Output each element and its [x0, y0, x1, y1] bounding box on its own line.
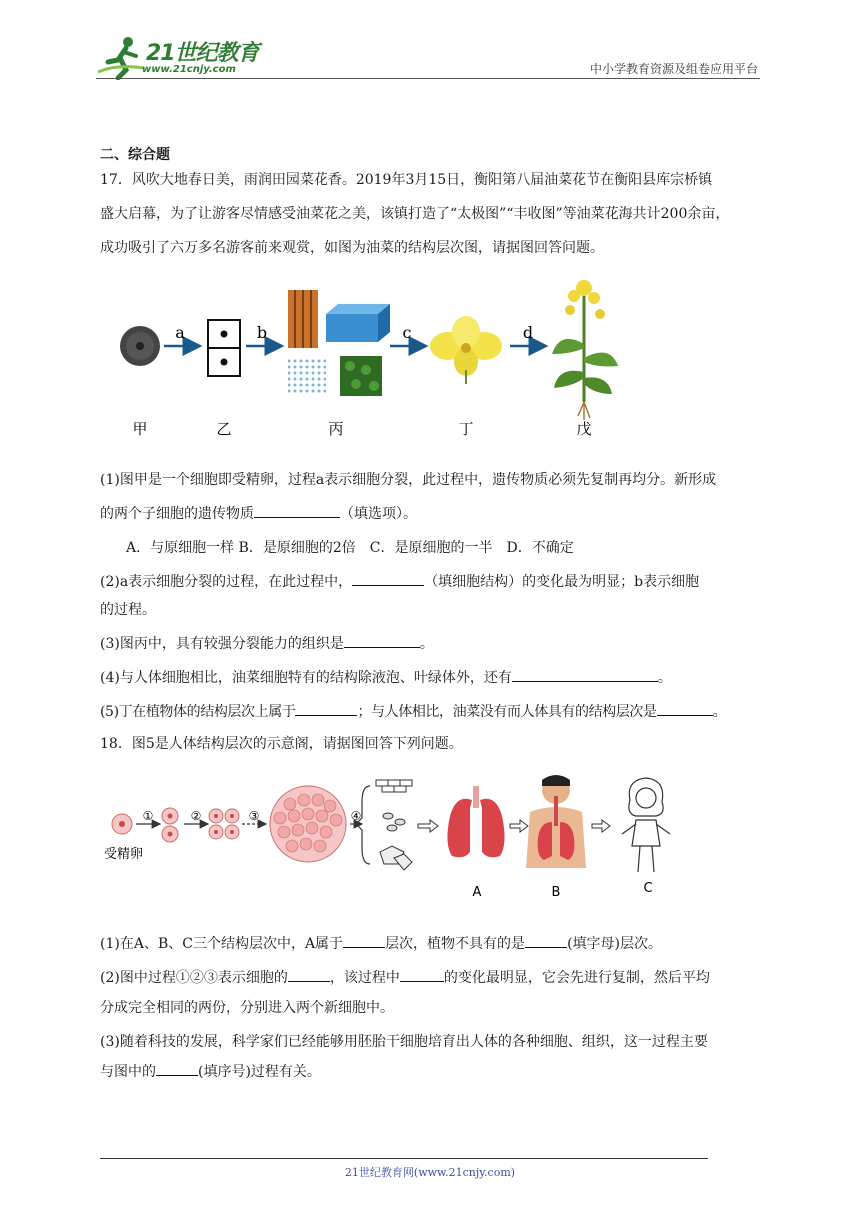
rapeseed-structure-figure	[100, 274, 770, 458]
two-cell-icon	[162, 808, 178, 842]
fertilized-egg-icon	[112, 814, 132, 834]
q17-sub1-cont	[100, 502, 770, 526]
human-structure-figure	[100, 772, 770, 926]
footer-divider	[100, 1158, 708, 1159]
rapeseed-plant-icon	[552, 280, 618, 420]
q18-sub3-cont	[100, 1060, 770, 1084]
text: (4)与人体细胞相比，油菜细胞特有的结构除液泡、叶绿体外，还有	[100, 670, 512, 686]
q17-sub4	[100, 666, 770, 690]
q18-line: 18．图5是人体结构层次的示意阁，请据图回答下列问题。	[100, 736, 463, 752]
q17-line: 17．风吹大地春日美，雨润田园菜花香。2019年3月15日，衡阳第八届油菜花节在衡阳县库宗桥镇	[100, 172, 713, 188]
answer-blank[interactable]	[352, 571, 424, 586]
level-label: B	[551, 885, 561, 900]
step-label: ②	[190, 809, 202, 823]
runner-logo-icon	[96, 34, 146, 80]
header-divider	[96, 78, 760, 79]
q17-sub2	[100, 570, 770, 594]
rapeseed-diagram	[112, 274, 672, 458]
human-diagram	[100, 772, 670, 926]
q17-options: A．与原细胞一样 B．是原细胞的2倍 C．是原细胞的一半 D．不确定	[126, 540, 574, 556]
text: (2)a表示细胞分裂的过程，在此过程中，	[100, 574, 353, 590]
level-label: C	[643, 881, 653, 896]
logo-text: 21世纪教育	[146, 41, 259, 66]
stage-label: 受精卵	[104, 847, 144, 862]
text: (1)在A、B、C三个结构层次中，A属于	[100, 936, 344, 952]
stage-label: 甲	[132, 420, 148, 438]
stage-label: 戊	[576, 420, 592, 438]
q17-line: 盛大启幕，为了让游客尽情感受油菜花之美，该镇打造了“太极图”“丰收图”等油菜花海共计200余亩，	[100, 206, 730, 222]
text: (填字母)层次。	[567, 936, 662, 952]
step-label: ③	[248, 809, 260, 823]
arrow-label: d	[522, 323, 534, 342]
q17-line: 成功吸引了六万多名游客前来观赏，如图为油菜的结构层次图，请据图回答问题。	[100, 240, 604, 256]
cell-mass-icon	[270, 786, 346, 862]
text: （填细胞结构）的变化最为明显；b表示细胞	[424, 574, 700, 590]
q18-sub1	[100, 932, 770, 956]
logo-url: www.21cnjy.com	[142, 64, 236, 75]
answer-blank[interactable]	[657, 701, 713, 716]
q18-sub2	[100, 966, 770, 990]
stage-label: 丙	[328, 420, 344, 438]
q17-sub2-cont: 的过程。	[100, 602, 156, 618]
q17-sub1: (1)图甲是一个细胞即受精卵，过程a表示细胞分裂，此过程中，遗传物质必须先复制再均分。新形成	[100, 472, 717, 488]
four-cell-icon	[209, 809, 239, 839]
answer-blank[interactable]	[512, 667, 658, 682]
two-cells-icon	[208, 320, 240, 376]
respiratory-system-icon	[526, 775, 586, 868]
q18-sub2-cont: 分成完全相同的两份，分别进入两个新细胞中。	[100, 1000, 394, 1016]
arrow-label: c	[402, 323, 412, 342]
answer-blank[interactable]	[156, 1061, 198, 1076]
text: ，该过程中	[329, 970, 400, 986]
text: 的两个子细胞的遗传物质	[100, 506, 254, 522]
text: 。	[712, 704, 727, 720]
logo	[96, 34, 266, 80]
q17-sub3	[100, 632, 770, 656]
page-footer[interactable]: 21世纪教育网(www.21cnjy.com)	[344, 1166, 516, 1179]
page-header	[96, 34, 760, 80]
q17-sub5	[100, 700, 770, 724]
fertilized-egg-icon	[120, 326, 160, 366]
q18-sub3: (3)随着科技的发展，科学家们已经能够用胚胎干细胞培育出人体的各种细胞、组织，这一过程主要	[100, 1034, 708, 1050]
girl-icon	[622, 778, 670, 872]
answer-blank[interactable]	[288, 967, 330, 982]
answer-blank[interactable]	[254, 503, 340, 518]
answer-blank[interactable]	[343, 933, 385, 948]
answer-blank[interactable]	[525, 933, 567, 948]
step-label: ①	[142, 809, 154, 823]
platform-name: 中小学教育资源及组卷应用平台	[589, 62, 758, 76]
stage-label: 乙	[216, 420, 232, 438]
stage-label: 丁	[458, 420, 474, 438]
text: (5)丁在植物体的结构层次上属于	[100, 704, 296, 720]
text: ；与人体相比，油菜没有而人体具有的结构层次是	[357, 704, 657, 720]
question-content	[100, 144, 770, 1084]
text: （填选项）。	[340, 506, 417, 522]
tissues-icon	[288, 290, 390, 396]
answer-blank[interactable]	[344, 633, 420, 648]
answer-blank[interactable]	[295, 701, 357, 716]
text: 与图中的	[100, 1064, 156, 1080]
text: 层次，植物不具有的是	[385, 936, 526, 952]
text: (填序号)过程有关。	[198, 1064, 321, 1080]
arrow-label: a	[175, 323, 185, 342]
text: 。	[657, 670, 672, 686]
text: (3)图丙中，具有较强分裂能力的组织是	[100, 636, 344, 652]
section-title: 二、综合题	[100, 147, 170, 163]
step-label: ④	[350, 809, 362, 823]
answer-blank[interactable]	[400, 967, 444, 982]
level-label: A	[472, 885, 482, 900]
lungs-icon	[447, 786, 504, 857]
arrow-label: b	[256, 323, 268, 342]
tissue-icons	[376, 780, 412, 870]
text: 。	[419, 636, 434, 652]
flower-icon	[430, 316, 502, 384]
text: (2)图中过程①②③表示细胞的	[100, 970, 288, 986]
text: 的变化最明显，它会先进行复制，然后平均	[443, 970, 710, 986]
